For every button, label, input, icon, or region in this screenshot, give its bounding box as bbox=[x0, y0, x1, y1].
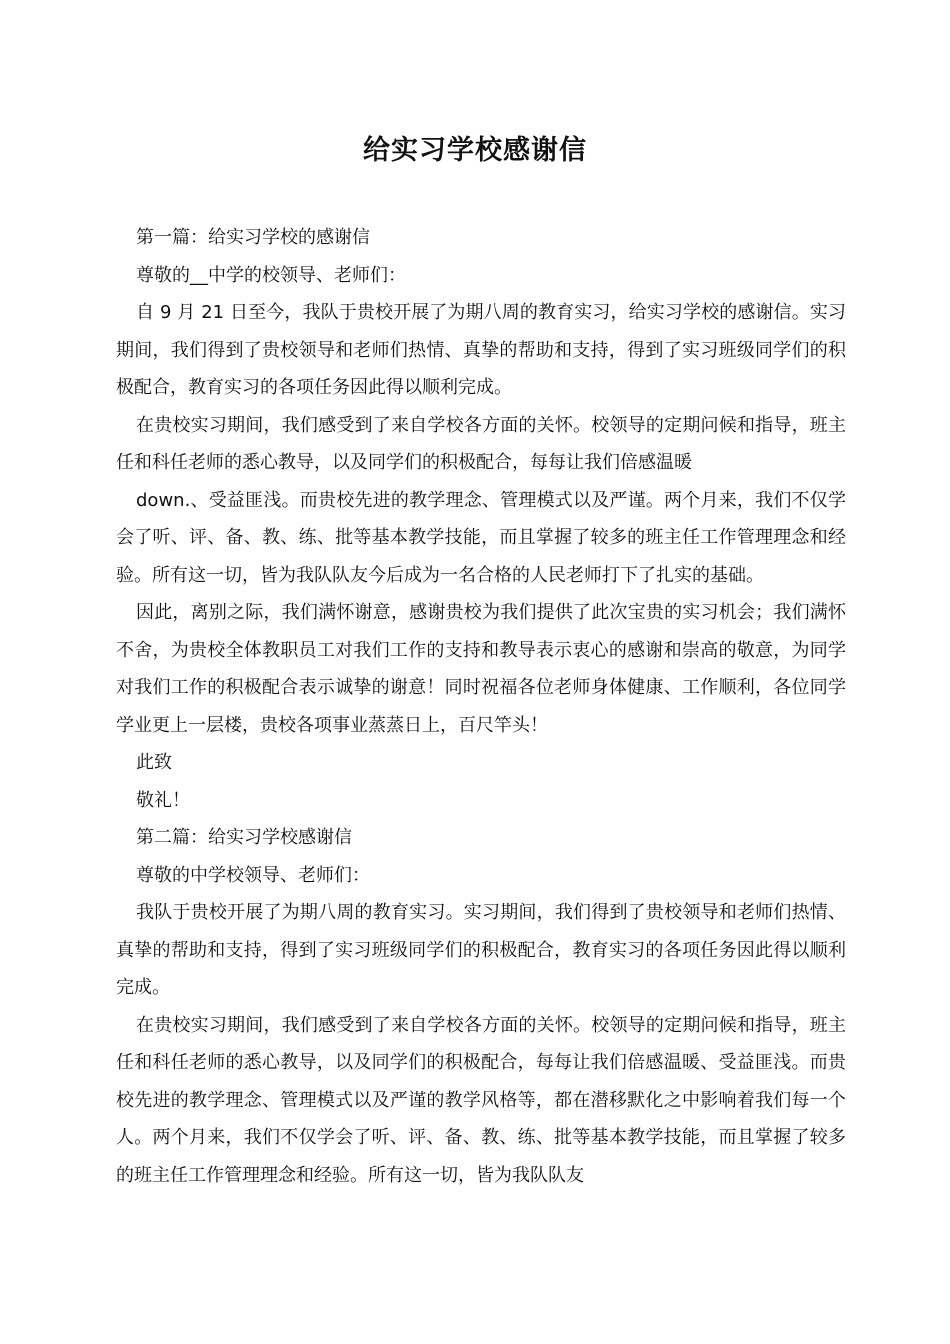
document-body bbox=[116, 219, 846, 1194]
document-title: 给实习学校感谢信 bbox=[363, 135, 587, 166]
paragraph-6: 在贵校实习期间，我们感受到了来自学校各方面的关怀。校领导的定期问候和指导，班主任和科任老师的悉心教导，以及同学们的积极配合，每每让我们倍感温暖、受益匪浅。而贵校先进的教学理念、管理模式以及严谨的教学风格等，都在潜移默化之中影响着我们每一个人。两个月来，我们不仅学会了听、评、备、教、练、批等基本教学技能，而且掌握了较多的班主任工作管理理念和经验。所有这一切，皆为我队队友 bbox=[116, 1014, 846, 1186]
paragraph-1: 自 9 月 21 日至今，我队于贵校开展了为期八周的教育实习，给实习学校的感谢信。实习期间，我们得到了贵校领导和老师们热情、真挚的帮助和支持，得到了实习班级同学们的积极配合，教育实习的各项任务因此得以顺利完成。 bbox=[116, 302, 846, 398]
paragraph-3: down.、受益匪浅。而贵校先进的教学理念、管理模式以及严谨。两个月来，我们不仅学会了听、评、备、教、练、批等基本教学技能，而且掌握了较多的班主任工作管理理念和经验。所有这一切，皆为我队队友今后成为一名合格的人民老师打下了扎实的基础。 bbox=[116, 489, 846, 586]
salutation-1: 尊敬的__中学的校领导、老师们： bbox=[136, 264, 406, 286]
paragraph-5: 我队于贵校开展了为期八周的教育实习。实习期间，我们得到了贵校领导和老师们热情、真挚的帮助和支持，得到了实习班级同学们的积极配合，教育实习的各项任务因此得以顺利完成。 bbox=[116, 902, 846, 998]
closing-2: 敬礼！ bbox=[136, 789, 190, 811]
closing-1: 此致 bbox=[136, 752, 172, 773]
section-heading-2: 第二篇：给实习学校感谢信 bbox=[136, 827, 352, 848]
salutation-2: 尊敬的中学校领导、老师们： bbox=[136, 864, 370, 886]
section-heading-1: 第一篇：给实习学校的感谢信 bbox=[136, 227, 370, 248]
paragraph-4: 因此，离别之际，我们满怀谢意，感谢贵校为我们提供了此次宝贵的实习机会；我们满怀不舍，为贵校全体教职员工对我们工作的支持和教导表示衷心的感谢和崇高的敬意，为同学对我们工作的积极配合表示诚挚的谢意！同时祝福各位老师身体健康、工作顺利，各位同学学业更上一层楼，贵校各项事业蒸蒸日上，百尺竿头！ bbox=[116, 602, 846, 736]
paragraph-2: 在贵校实习期间，我们感受到了来自学校各方面的关怀。校领导的定期问候和指导，班主任和科任老师的悉心教导，以及同学们的积极配合，每每让我们倍感温暖 bbox=[116, 414, 846, 473]
